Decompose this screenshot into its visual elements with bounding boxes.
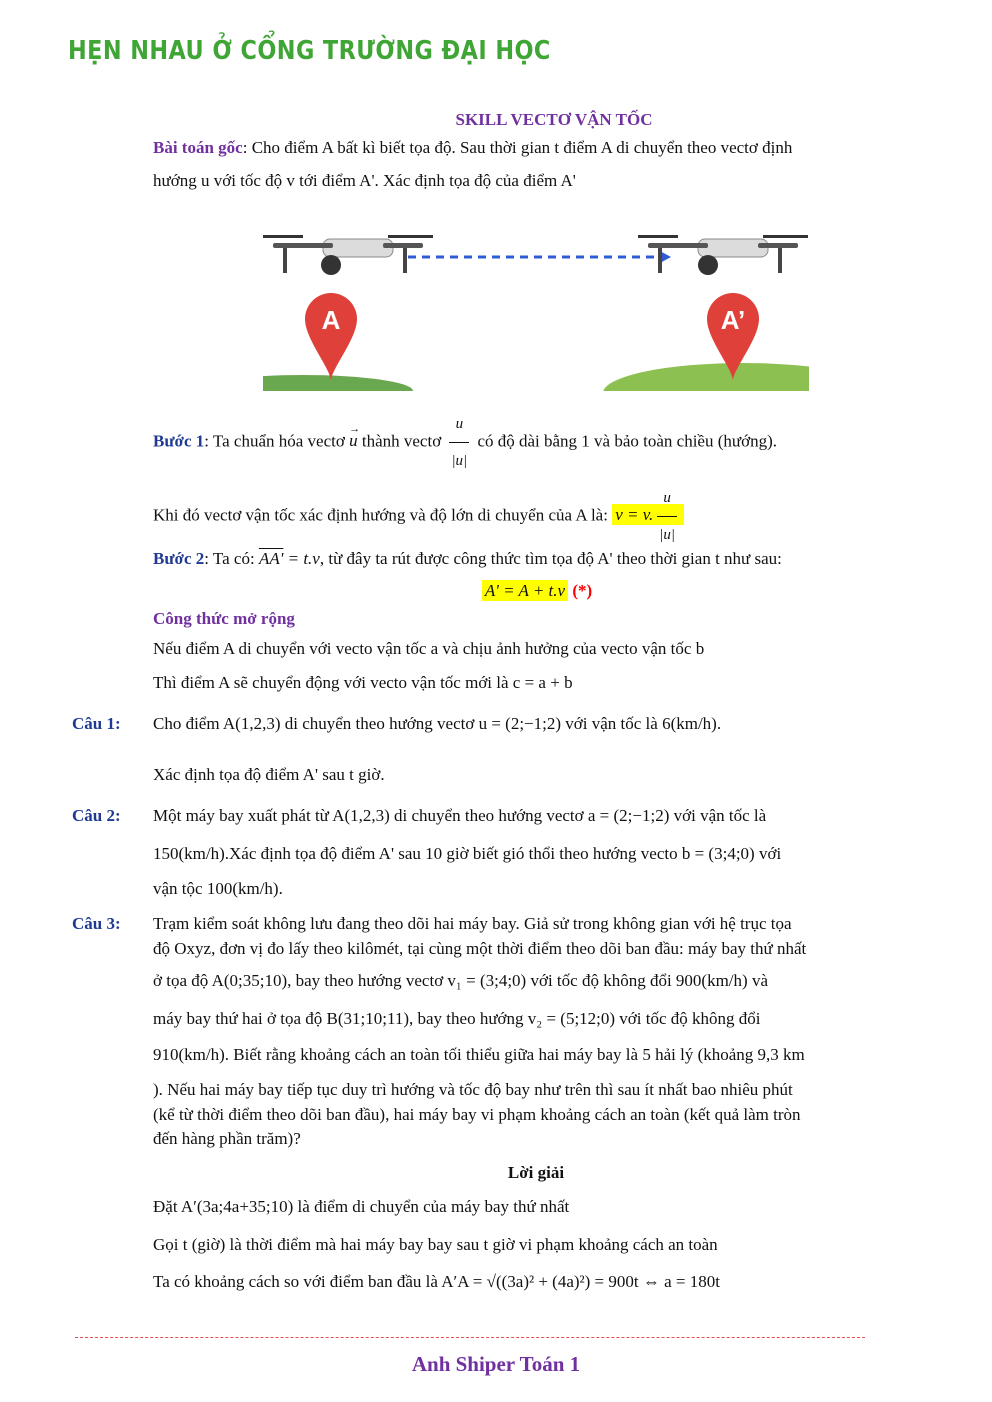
vector-aa-prime: AA' — [258, 549, 284, 568]
question-1-line-1: Cho điểm A(1,2,3) di chuyển theo hướng vectơ u = (2;−1;2) với vận tốc là 6(km/h). — [153, 714, 722, 733]
solution-label: Lời giải — [507, 1163, 565, 1182]
solution-line-1: Đặt A′(3a;4a+35;10) là điểm di chuyển của máy bay thứ nhất — [153, 1197, 570, 1216]
question-2-line-2: 150(km/h).Xác định tọa độ điểm A' sau 10 giờ biết gió thổi theo hướng vecto b = (3;4;0) với — [153, 844, 782, 863]
step2-text-a: : Ta có: — [204, 549, 255, 568]
page-title: SKILL VECTƠ VẬN TỐC — [455, 110, 653, 129]
step1-text-c: có độ dài bằng 1 và bảo toàn chiều (hướng). — [477, 431, 777, 451]
question-2-label: Câu 2: — [72, 806, 121, 825]
velocity-text: Khi đó vectơ vận tốc xác định hướng và độ lớn di chuyển của A là: — [153, 505, 608, 525]
problem-line-1 — [153, 137, 792, 159]
question-3-line-5: 910(km/h). Biết rằng khoảng cách an toàn tối thiểu giữa hai máy bay là 5 hải lý (khoảng 9,3 km — [153, 1045, 805, 1064]
step1-label: Bước 1 — [153, 431, 205, 451]
drone-left-icon — [263, 235, 433, 275]
page-footer: Anh Shiper Toán 1 — [411, 1352, 581, 1376]
question-3-label: Câu 3: — [72, 914, 121, 933]
extended-line-1: Nếu điểm A di chuyển với vecto vận tốc a và chịu ảnh hưởng của vecto vận tốc b — [153, 639, 705, 658]
step2-star: (*) — [572, 581, 593, 600]
vector-u: → u — [349, 423, 358, 459]
question-3-line-1: Trạm kiểm soát không lưu đang theo dõi hai máy bay. Giả sử trong không gian với hệ trục tọa — [153, 914, 792, 933]
step2-text-b: , từ đây ta rút được công thức tìm tọa độ A' theo thời gian t như sau: — [319, 549, 782, 568]
drone-illustration — [263, 213, 809, 391]
step1-line — [153, 406, 777, 479]
question-3-line-3: ở tọa độ A(0;35;10), bay theo hướng vectơ v₁ = (3;4;0) với tốc độ không đổi 900(km/h) và — [153, 971, 768, 990]
extended-line-2: Thì điểm A sẽ chuyển động với vecto vận tốc mới là c = a + b — [153, 673, 573, 692]
marker-right-label: A’ — [720, 305, 746, 335]
step2-line: Bước 2: Ta có: AA' = t.v, từ đây ta rút được công thức tìm tọa độ A' theo thời gian t như sau: — [153, 549, 782, 568]
step1-text-b: thành vectơ — [361, 431, 442, 451]
problem-text-1: : Cho điểm A bất kì biết tọa độ. Sau thời gian t điểm A di chuyển theo vectơ định — [242, 138, 793, 157]
velocity-formula: v = v. $\frac{u}{|u|}$ — [612, 504, 684, 525]
question-2-line-1: Một máy bay xuất phát từ A(1,2,3) di chuyển theo hướng vectơ a = (2;−1;2) với vận tốc là — [153, 806, 767, 825]
question-2-line-3: vận tộc 100(km/h). — [153, 879, 283, 898]
marker-left-label: A — [321, 305, 341, 335]
problem-line-2: hướng u với tốc độ v tới điểm A'. Xác định tọa độ của điểm A' — [153, 171, 576, 190]
unit-vector-fraction: $\frac{u}{|u|}$ — [449, 406, 469, 479]
solution-line-2: Gọi t (giờ) là thời điểm mà hai máy bay bay sau t giờ vi phạm khoảng cách an toàn — [153, 1235, 718, 1254]
question-1-line-2: Xác định tọa độ điểm A' sau t giờ. — [153, 765, 385, 784]
velocity-line — [153, 480, 684, 553]
extended-label: Công thức mở rộng — [153, 609, 295, 628]
question-3-line-7: (kể từ thời điểm theo dõi ban đầu), hai máy bay vi phạm khoảng cách an toàn (kết quả làm tròn — [153, 1105, 801, 1124]
step2-formula-line — [0, 580, 992, 602]
footer-divider — [75, 1337, 865, 1338]
question-3-line-8: đến hàng phần trăm)? — [153, 1129, 301, 1148]
question-3-line-2: độ Oxyz, đơn vị đo lấy theo kilômét, tại cùng một thời điểm theo dõi ban đầu: máy bay thứ nhất — [153, 939, 807, 958]
page-header: HẸN NHAU Ở CỔNG TRƯỜNG ĐẠI HỌC — [68, 36, 551, 66]
step2-formula: A' = A + t.v — [482, 580, 568, 601]
question-3-line-4: máy bay thứ hai ở tọa độ B(31;10;11), bay theo hướng v₂ = (5;12;0) với tốc độ không đổi — [153, 1009, 761, 1028]
step1-text-a: : Ta chuẩn hóa vectơ — [204, 431, 345, 451]
solution-line-3: Ta có khoảng cách so với điểm ban đầu là A′A = √((3a)² + (4a)²) = 900t ⇔ a = 180t — [153, 1272, 720, 1291]
question-1-label: Câu 1: — [72, 714, 121, 733]
question-3-line-6: ). Nếu hai máy bay tiếp tục duy trì hướng và tốc độ bay như trên thì sau ít nhất bao nhiêu phút — [153, 1080, 793, 1099]
step2-label: Bước 2 — [153, 549, 205, 568]
problem-label: Bài toán gốc — [153, 138, 243, 157]
